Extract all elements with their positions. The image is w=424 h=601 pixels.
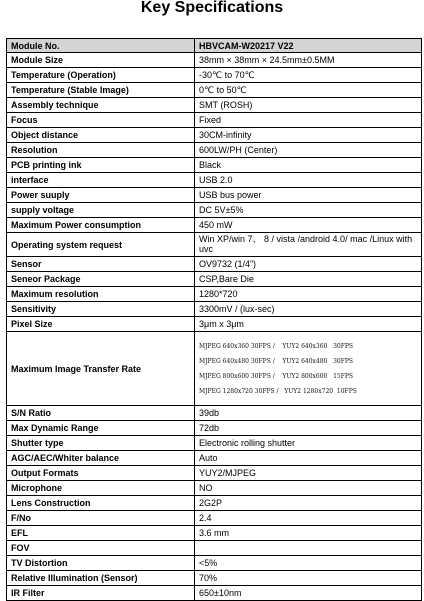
spec-value: 72db [195, 421, 422, 436]
table-row [7, 128, 422, 143]
spec-value: USB bus power [195, 188, 422, 203]
spec-value: Auto [195, 451, 422, 466]
spec-value: 39db [195, 406, 422, 421]
table-row [7, 496, 422, 511]
table-row [7, 287, 422, 302]
transfer-rate-list [195, 332, 422, 406]
table-row [7, 218, 422, 233]
spec-key: Maximum Image Transfer Rate [7, 332, 195, 406]
transfer-rate-line: MJPEG 640x360 30FPS / YUY2 640x360 30FPS [199, 342, 354, 350]
header-value: HBVCAM-W20217 V22 [195, 39, 422, 53]
spec-value [195, 541, 422, 556]
table-row [7, 98, 422, 113]
spec-value: 650±10nm [195, 586, 422, 601]
table-row [7, 302, 422, 317]
spec-key: Power suuply [7, 188, 195, 203]
table-row [7, 203, 422, 218]
spec-value: 70% [195, 571, 422, 586]
table-row [7, 332, 422, 406]
table-row [7, 113, 422, 128]
spec-key: Focus [7, 113, 195, 128]
table-row [7, 436, 422, 451]
transfer-rate-line: MJPEG 800x600 30FPS / YUY2 800x600 15FPS [199, 372, 354, 380]
spec-key: AGC/AEC/Whiter balance [7, 451, 195, 466]
spec-value: SMT (ROSH) [195, 98, 422, 113]
spec-key: F/No [7, 511, 195, 526]
spec-value: <5% [195, 556, 422, 571]
spec-key: Shutter type [7, 436, 195, 451]
spec-value: YUY2/MJPEG [195, 466, 422, 481]
spec-value: 450 mW [195, 218, 422, 233]
transfer-rate-line: MJPEG 1280x720 30FPS / YUY2 1280x720 10FPS [199, 387, 357, 395]
spec-key: TV Distortion [7, 556, 195, 571]
spec-value: NO [195, 481, 422, 496]
table-row [7, 556, 422, 571]
spec-table [6, 38, 421, 598]
spec-value: Fixed [195, 113, 422, 128]
transfer-rate-line: MJPEG 640x480 30FPS / YUY2 640x480 30FPS [199, 357, 354, 365]
spec-key: EFL [7, 526, 195, 541]
spec-key: Maximum resolution [7, 287, 195, 302]
table-header-row [7, 39, 422, 53]
spec-key: Temperature (Stable Image) [7, 83, 195, 98]
spec-key: Lens Construction [7, 496, 195, 511]
spec-key: Object distance [7, 128, 195, 143]
table-row [7, 143, 422, 158]
table-row [7, 83, 422, 98]
spec-key: Sensor [7, 257, 195, 272]
table-row [7, 68, 422, 83]
spec-key: Relative Illumination (Sensor) [7, 571, 195, 586]
spec-key: Sensitivity [7, 302, 195, 317]
table-row [7, 541, 422, 556]
spec-value: 0℃ to 50℃ [195, 83, 422, 98]
spec-key: Module Size [7, 53, 195, 68]
spec-value: 30CM-infinity [195, 128, 422, 143]
table-row [7, 257, 422, 272]
spec-value: 2.4 [195, 511, 422, 526]
table-row [7, 53, 422, 68]
spec-key: FOV [7, 541, 195, 556]
spec-key: Microphone [7, 481, 195, 496]
spec-value: USB 2.0 [195, 173, 422, 188]
spec-key: Seneor Package [7, 272, 195, 287]
spec-value: Win XP/win 7、 8 / vista /android 4.0/ mac /Linux with uvc [195, 233, 422, 257]
spec-key: PCB printing ink [7, 158, 195, 173]
spec-key: interface [7, 173, 195, 188]
table-row [7, 188, 422, 203]
page-title: Key Specifications [140, 0, 284, 16]
table-row [7, 571, 422, 586]
spec-value: 38mm × 38mm × 24.5mm±0.5MM [195, 53, 422, 68]
spec-value: 1280*720 [195, 287, 422, 302]
spec-value: OV9732 (1/4”) [195, 257, 422, 272]
spec-key: Output Formats [7, 466, 195, 481]
spec-key: IR Filter [7, 586, 195, 601]
table-row [7, 511, 422, 526]
table-row [7, 272, 422, 287]
table-row [7, 481, 422, 496]
table-row [7, 173, 422, 188]
spec-key: Max Dynamic Range [7, 421, 195, 436]
table-row [7, 466, 422, 481]
spec-value: 3.6 mm [195, 526, 422, 541]
spec-key: Assembly technique [7, 98, 195, 113]
spec-value: CSP,Bare Die [195, 272, 422, 287]
spec-key: Maximum Power consumption [7, 218, 195, 233]
spec-value: 3300mV / (lux-sec) [195, 302, 422, 317]
spec-value: 3μm x 3μm [195, 317, 422, 332]
table-row [7, 158, 422, 173]
spec-value: -30℃ to 70℃ [195, 68, 422, 83]
header-key: Module No. [7, 39, 195, 53]
table-row [7, 451, 422, 466]
spec-value: Black [195, 158, 422, 173]
spec-key: Resolution [7, 143, 195, 158]
spec-key: S/N Ratio [7, 406, 195, 421]
table-row [7, 421, 422, 436]
spec-key: Operating system request [7, 233, 195, 257]
spec-value: 2G2P [195, 496, 422, 511]
table-row [7, 406, 422, 421]
table-row [7, 526, 422, 541]
spec-key: Pixel Size [7, 317, 195, 332]
spec-value: Electronic rolling shutter [195, 436, 422, 451]
table-row [7, 233, 422, 257]
table-row [7, 586, 422, 601]
spec-value: DC 5V±5% [195, 203, 422, 218]
spec-key: supply voltage [7, 203, 195, 218]
spec-key: Temperature (Operation) [7, 68, 195, 83]
spec-value: 600LW/PH (Center) [195, 143, 422, 158]
table-row [7, 317, 422, 332]
